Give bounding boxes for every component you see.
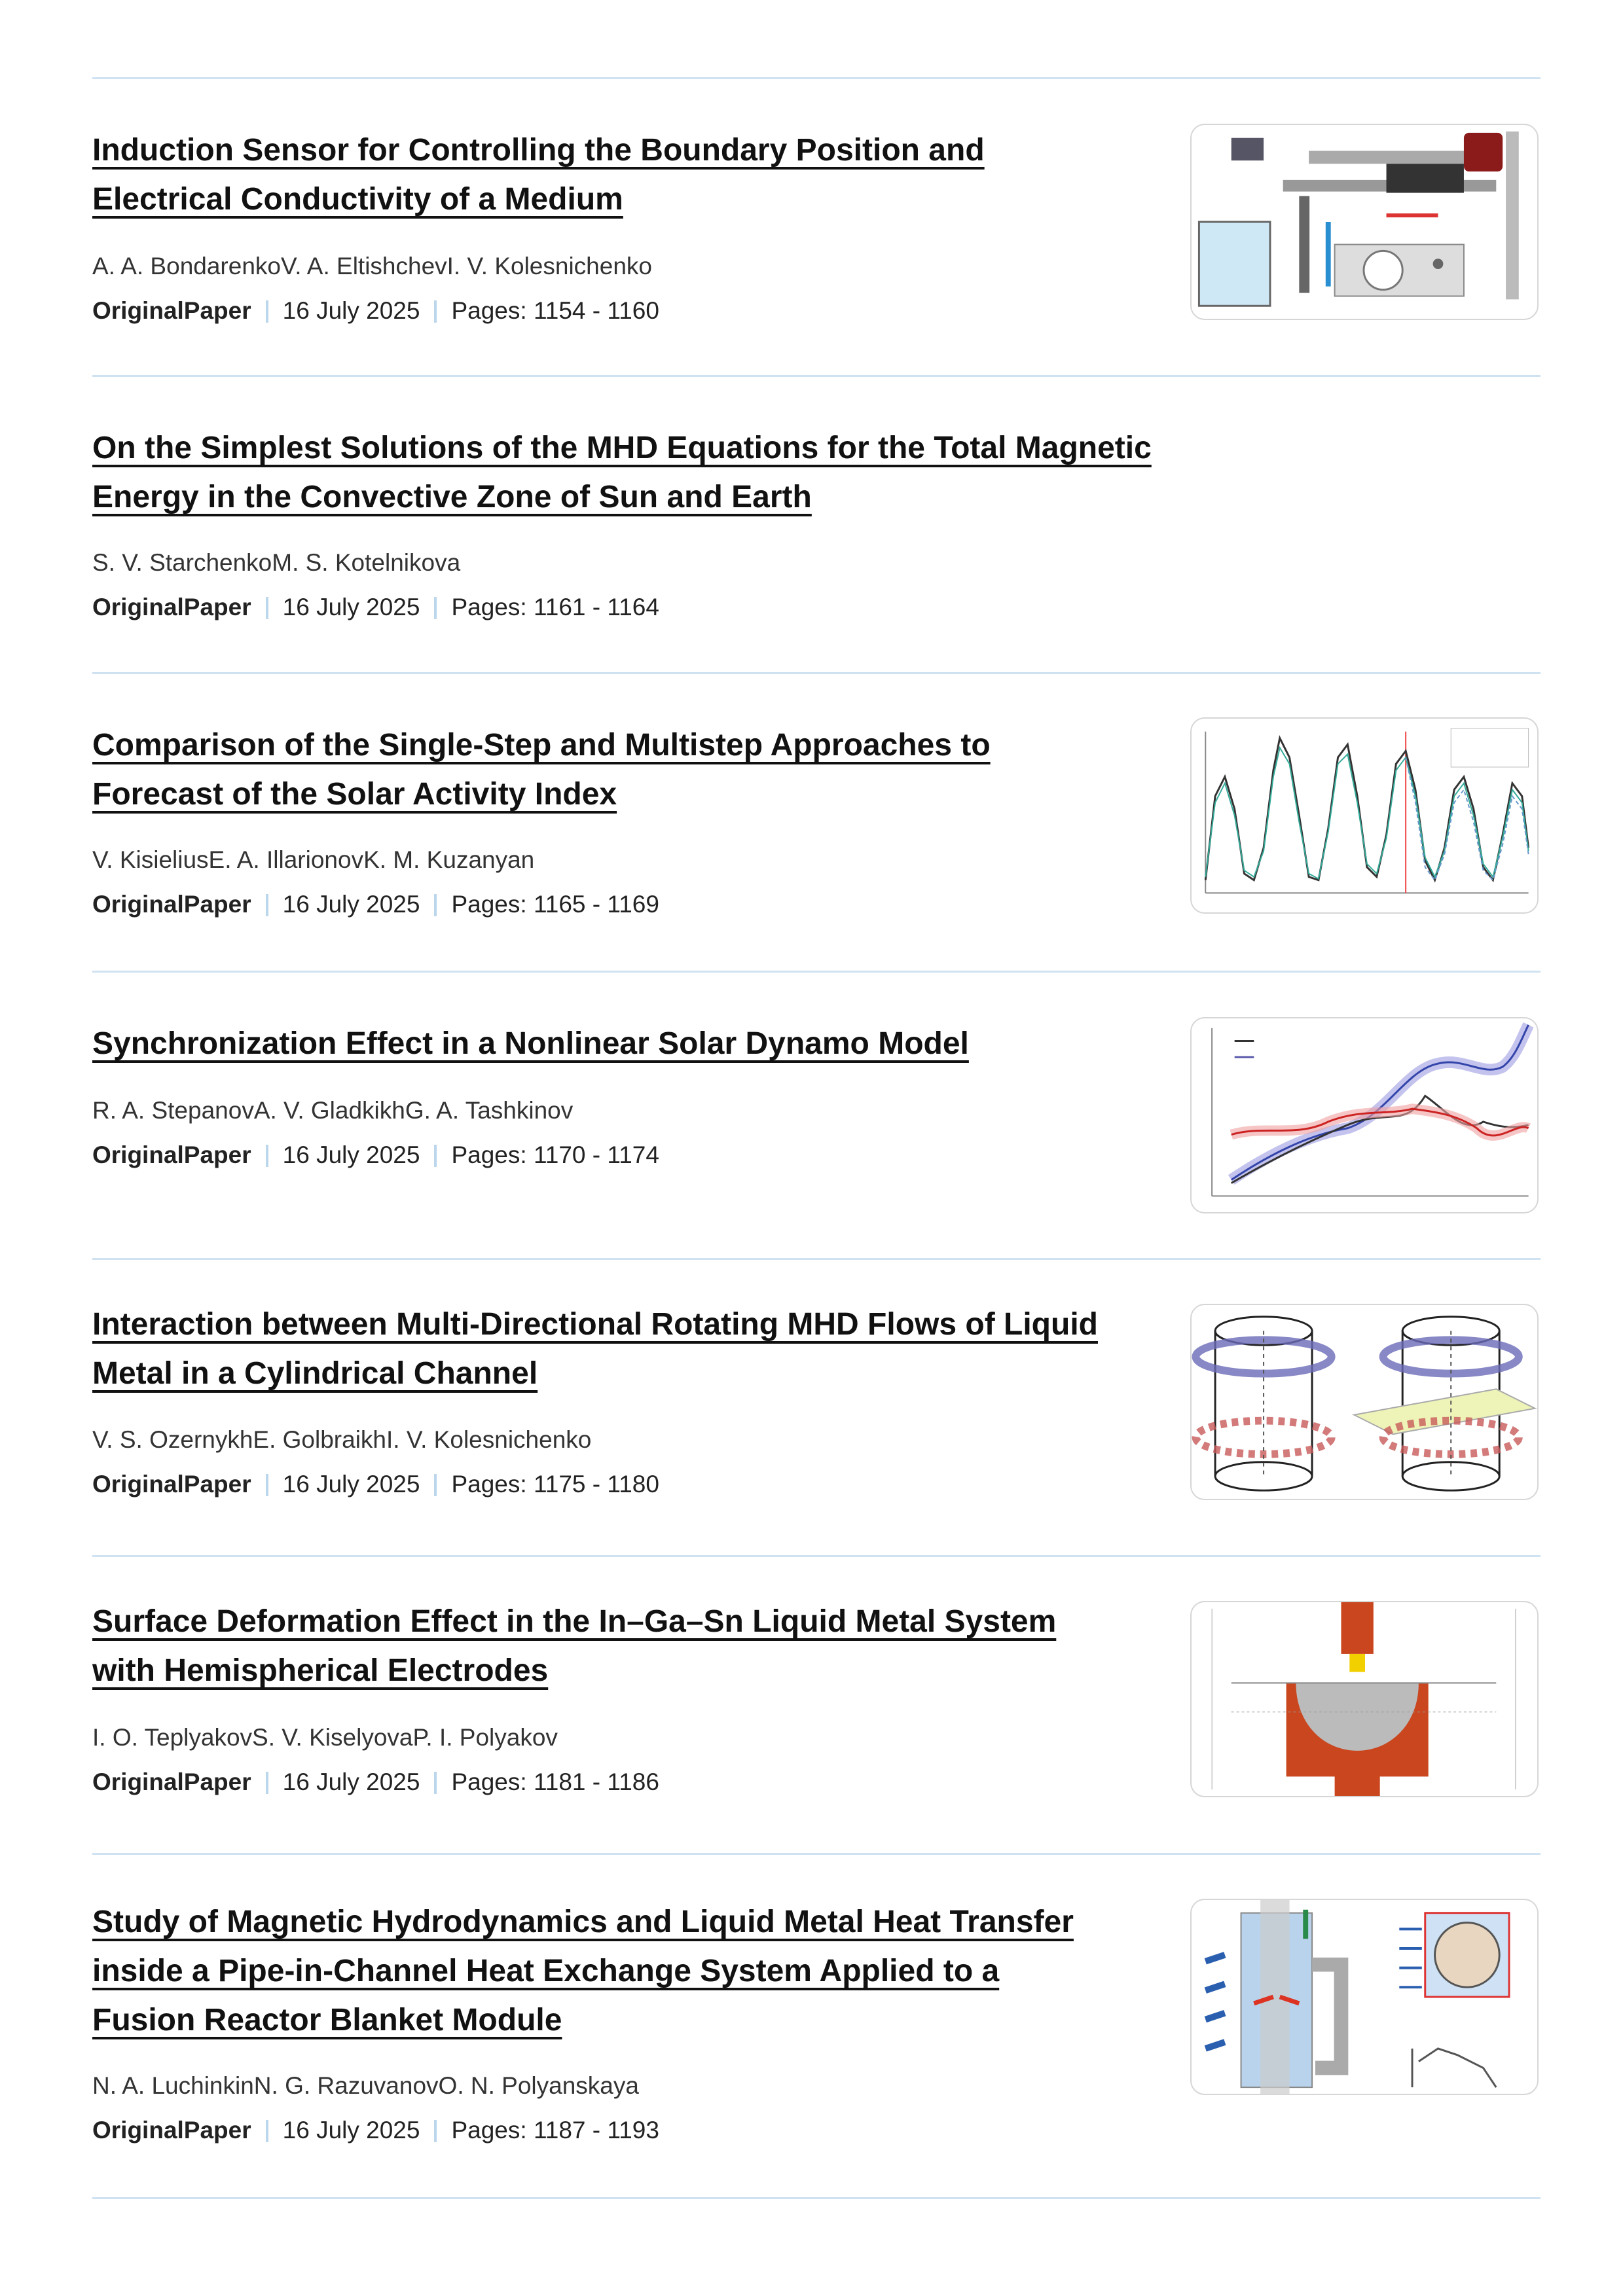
electrode-figure-icon <box>1192 1602 1537 1796</box>
article-meta <box>92 1768 659 1797</box>
article-date: 16 July 2025 <box>282 594 420 620</box>
article-authors: N. A. LuchinkinN. G. RazuvanovO. N. Polyanskaya <box>92 2072 639 2099</box>
article-type: OriginalPaper <box>92 1768 251 1795</box>
article-title-link[interactable]: Induction Sensor for Controlling the Boundary Position and Electrical Conductivity of a Medium <box>92 133 985 217</box>
article-meta <box>92 593 659 622</box>
article-date: 16 July 2025 <box>282 297 420 324</box>
time-series-figure-icon <box>1192 719 1537 912</box>
article-pages: Pages: 1175 - 1180 <box>451 1471 659 1498</box>
article-list <box>92 77 1541 2199</box>
article-type: OriginalPaper <box>92 891 251 918</box>
article-item <box>92 377 1541 672</box>
article-date: 16 July 2025 <box>282 2117 420 2144</box>
article-pages: Pages: 1170 - 1174 <box>451 1141 659 1168</box>
article-type: OriginalPaper <box>92 594 251 620</box>
article-item <box>92 674 1541 971</box>
meta-separator <box>266 894 268 916</box>
article-item <box>92 973 1541 1258</box>
article-thumbnail[interactable] <box>1190 1304 1539 1500</box>
article-pages: Pages: 1161 - 1164 <box>451 594 659 620</box>
article-thumbnail[interactable] <box>1190 717 1539 914</box>
article-meta <box>92 296 659 325</box>
article-pages: Pages: 1187 - 1193 <box>451 2117 659 2144</box>
article-thumbnail[interactable] <box>1190 1601 1539 1797</box>
article-authors: A. A. BondarenkoV. A. EltishchevI. V. Kolesnichenko <box>92 253 652 279</box>
article-title-link[interactable]: On the Simplest Solutions of the MHD Equations for the Total Magnetic Energy in the Convective Zone of Sun and Earth <box>92 431 1152 514</box>
article-type: OriginalPaper <box>92 1141 251 1168</box>
article-authors: V. KisieliusE. A. IllarionovK. M. Kuzanyan <box>92 846 535 873</box>
article-item <box>92 1855 1541 2197</box>
article-meta <box>92 1470 659 1499</box>
article-thumbnail[interactable] <box>1190 1017 1539 1213</box>
meta-separator <box>266 597 268 619</box>
article-date: 16 July 2025 <box>282 891 420 918</box>
meta-separator <box>434 894 437 916</box>
dynamo-plot-figure-icon <box>1192 1018 1537 1212</box>
article-type: OriginalPaper <box>92 2117 251 2144</box>
apparatus-figure-icon <box>1192 125 1537 319</box>
article-type: OriginalPaper <box>92 1471 251 1498</box>
meta-separator <box>266 1145 268 1167</box>
meta-separator <box>266 300 268 323</box>
meta-separator <box>434 1772 437 1794</box>
meta-separator <box>434 1145 437 1167</box>
article-pages: Pages: 1154 - 1160 <box>451 297 659 324</box>
meta-separator <box>266 1474 268 1496</box>
article-pages: Pages: 1181 - 1186 <box>451 1768 659 1795</box>
article-thumbnail[interactable] <box>1190 1899 1539 2095</box>
article-date: 16 July 2025 <box>282 1768 420 1795</box>
article-title-link[interactable]: Comparison of the Single-Step and Multistep Approaches to Forecast of the Solar Activity Index <box>92 728 991 812</box>
article-authors: R. A. StepanovA. V. GladkikhG. A. Tashkinov <box>92 1097 574 1124</box>
article-date: 16 July 2025 <box>282 1471 420 1498</box>
article-title-link[interactable]: Study of Magnetic Hydrodynamics and Liquid Metal Heat Transfer inside a Pipe-in-Channel Heat Exchange System Applied to a Fusion Reactor Blanket Module <box>92 1905 1074 2037</box>
divider <box>92 2197 1541 2199</box>
meta-separator <box>434 597 437 619</box>
article-title-link[interactable]: Synchronization Effect in a Nonlinear Solar Dynamo Model <box>92 1026 969 1061</box>
article-pages: Pages: 1165 - 1169 <box>451 891 659 918</box>
meta-separator <box>434 300 437 323</box>
article-title-link[interactable]: Surface Deformation Effect in the In–Ga–Sn Liquid Metal System with Hemispherical Electrodes <box>92 1604 1057 1688</box>
article-meta <box>92 2116 659 2145</box>
article-thumbnail[interactable] <box>1190 124 1539 320</box>
meta-separator <box>266 2120 268 2142</box>
article-authors: S. V. StarchenkoM. S. Kotelnikova <box>92 549 461 576</box>
article-title-link[interactable]: Interaction between Multi-Directional Rotating MHD Flows of Liquid Metal in a Cylindrical Channel <box>92 1307 1098 1391</box>
meta-separator <box>434 1474 437 1496</box>
article-item <box>92 79 1541 375</box>
article-authors: I. O. TeplyakovS. V. KiselyovaP. I. Polyakov <box>92 1724 558 1751</box>
article-authors: V. S. OzernykhE. GolbraikhI. V. Kolesnichenko <box>92 1426 592 1453</box>
article-meta <box>92 1141 659 1170</box>
article-item <box>92 1260 1541 1555</box>
article-date: 16 July 2025 <box>282 1141 420 1168</box>
heat-exchanger-figure-icon <box>1192 1900 1537 2094</box>
article-meta <box>92 890 659 919</box>
meta-separator <box>434 2120 437 2142</box>
cylinder-figure-icon <box>1192 1305 1537 1499</box>
article-item <box>92 1557 1541 1853</box>
article-type: OriginalPaper <box>92 297 251 324</box>
meta-separator <box>266 1772 268 1794</box>
